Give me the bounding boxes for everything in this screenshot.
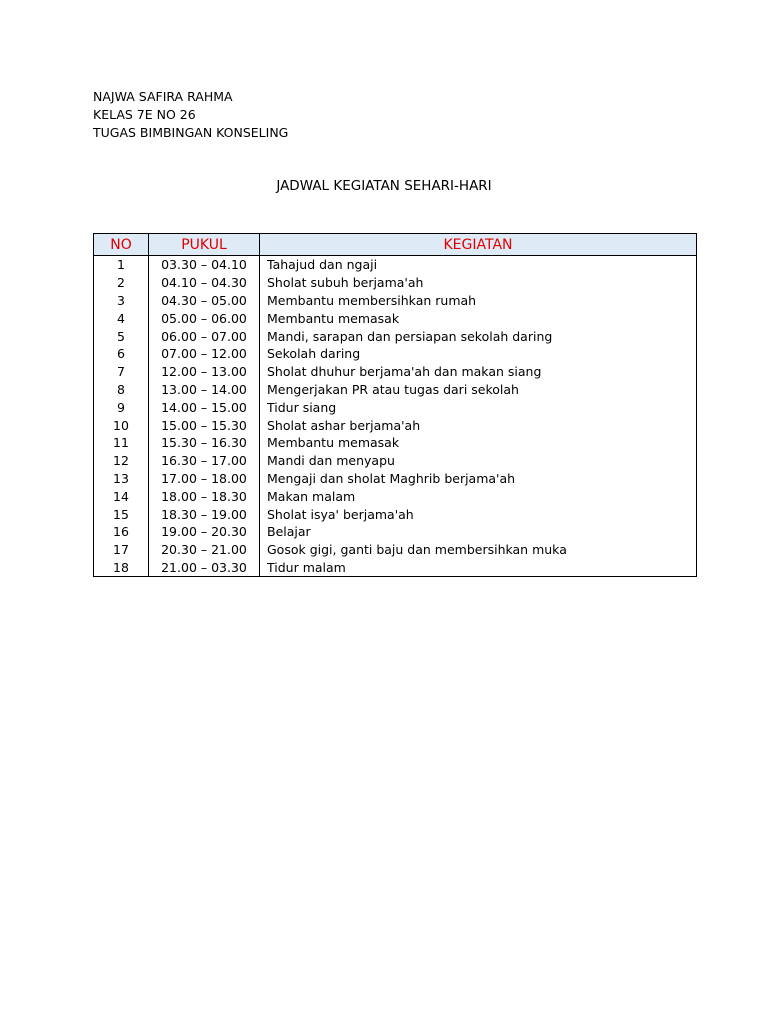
schedule-table bbox=[93, 233, 697, 577]
table-header-row bbox=[94, 234, 697, 256]
table-row bbox=[94, 505, 697, 523]
table-row bbox=[94, 292, 697, 310]
row-time: 17.00 – 18.00 bbox=[149, 470, 260, 488]
row-time: 04.10 – 04.30 bbox=[149, 274, 260, 292]
row-time: 14.00 – 15.00 bbox=[149, 398, 260, 416]
row-activity: Tidur siang bbox=[260, 398, 697, 416]
table-row bbox=[94, 470, 697, 488]
student-name: NAJWA SAFIRA RAHMA bbox=[93, 89, 233, 104]
table-row bbox=[94, 274, 697, 292]
assignment-title: TUGAS BIMBINGAN KONSELING bbox=[93, 125, 289, 140]
row-number: 6 bbox=[94, 345, 149, 363]
table-row bbox=[94, 434, 697, 452]
row-number: 12 bbox=[94, 452, 149, 470]
row-time: 15.30 – 16.30 bbox=[149, 434, 260, 452]
row-time: 18.30 – 19.00 bbox=[149, 505, 260, 523]
row-time: 21.00 – 03.30 bbox=[149, 559, 260, 577]
table-row bbox=[94, 559, 697, 577]
table-row bbox=[94, 256, 697, 274]
row-activity: Sholat dhuhur berjama'ah dan makan siang bbox=[260, 363, 697, 381]
table-row bbox=[94, 345, 697, 363]
row-number: 13 bbox=[94, 470, 149, 488]
schedule-body bbox=[94, 256, 697, 577]
row-number: 15 bbox=[94, 505, 149, 523]
table-row bbox=[94, 381, 697, 399]
column-header-no: NO bbox=[94, 234, 149, 256]
row-time: 15.00 – 15.30 bbox=[149, 416, 260, 434]
row-activity: Mengerjakan PR atau tugas dari sekolah bbox=[260, 381, 697, 399]
row-time: 16.30 – 17.00 bbox=[149, 452, 260, 470]
student-class: KELAS 7E NO 26 bbox=[93, 107, 196, 122]
table-row bbox=[94, 523, 697, 541]
column-header-activity: KEGIATAN bbox=[260, 234, 697, 256]
row-activity: Membantu memasak bbox=[260, 434, 697, 452]
table-row bbox=[94, 541, 697, 559]
row-number: 17 bbox=[94, 541, 149, 559]
row-time: 06.00 – 07.00 bbox=[149, 327, 260, 345]
row-number: 7 bbox=[94, 363, 149, 381]
row-activity: Sholat isya' berjama'ah bbox=[260, 505, 697, 523]
row-activity: Mandi dan menyapu bbox=[260, 452, 697, 470]
row-activity: Belajar bbox=[260, 523, 697, 541]
row-number: 16 bbox=[94, 523, 149, 541]
row-time: 19.00 – 20.30 bbox=[149, 523, 260, 541]
page-title: JADWAL KEGIATAN SEHARI-HARI bbox=[276, 178, 492, 194]
row-number: 18 bbox=[94, 559, 149, 577]
row-activity: Sekolah daring bbox=[260, 345, 697, 363]
row-number: 4 bbox=[94, 309, 149, 327]
row-time: 07.00 – 12.00 bbox=[149, 345, 260, 363]
row-activity: Makan malam bbox=[260, 487, 697, 505]
row-activity: Sholat subuh berjama'ah bbox=[260, 274, 697, 292]
table-row bbox=[94, 309, 697, 327]
row-time: 03.30 – 04.10 bbox=[149, 256, 260, 274]
row-number: 2 bbox=[94, 274, 149, 292]
row-time: 04.30 – 05.00 bbox=[149, 292, 260, 310]
row-activity: Membantu membersihkan rumah bbox=[260, 292, 697, 310]
row-activity: Gosok gigi, ganti baju dan membersihkan muka bbox=[260, 541, 697, 559]
table-row bbox=[94, 416, 697, 434]
row-number: 1 bbox=[94, 256, 149, 274]
table-row bbox=[94, 487, 697, 505]
row-time: 13.00 – 14.00 bbox=[149, 381, 260, 399]
table-row bbox=[94, 398, 697, 416]
row-activity: Membantu memasak bbox=[260, 309, 697, 327]
row-activity: Sholat ashar berjama'ah bbox=[260, 416, 697, 434]
row-time: 12.00 – 13.00 bbox=[149, 363, 260, 381]
row-number: 11 bbox=[94, 434, 149, 452]
row-time: 20.30 – 21.00 bbox=[149, 541, 260, 559]
row-time: 18.00 – 18.30 bbox=[149, 487, 260, 505]
row-number: 14 bbox=[94, 487, 149, 505]
row-activity: Tahajud dan ngaji bbox=[260, 256, 697, 274]
row-activity: Tidur malam bbox=[260, 559, 697, 577]
row-number: 10 bbox=[94, 416, 149, 434]
row-number: 8 bbox=[94, 381, 149, 399]
row-time: 05.00 – 06.00 bbox=[149, 309, 260, 327]
column-header-time: PUKUL bbox=[149, 234, 260, 256]
row-activity: Mandi, sarapan dan persiapan sekolah daring bbox=[260, 327, 697, 345]
row-number: 9 bbox=[94, 398, 149, 416]
student-info bbox=[93, 88, 288, 142]
table-row bbox=[94, 452, 697, 470]
row-number: 5 bbox=[94, 327, 149, 345]
table-row bbox=[94, 327, 697, 345]
table-row bbox=[94, 363, 697, 381]
row-activity: Mengaji dan sholat Maghrib berjama'ah bbox=[260, 470, 697, 488]
row-number: 3 bbox=[94, 292, 149, 310]
